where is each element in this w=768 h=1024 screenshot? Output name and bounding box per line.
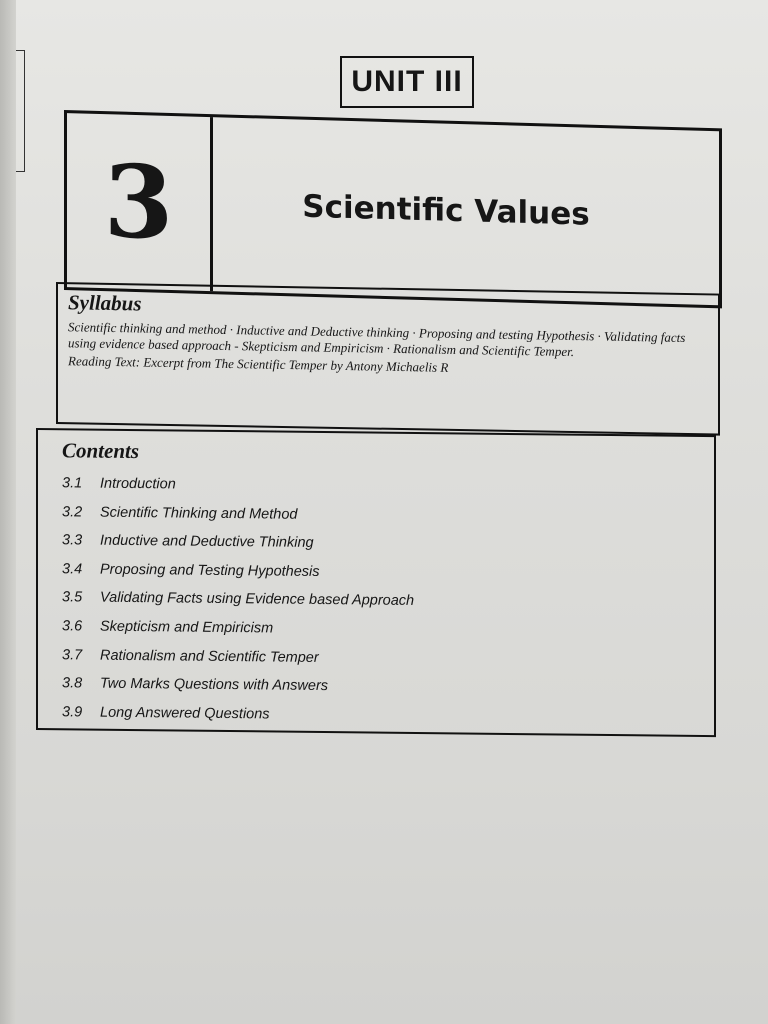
chapter-title: Scientific Values: [302, 188, 590, 233]
unit-label: UNIT III: [340, 56, 474, 108]
contents-item-number: 3.4: [62, 561, 83, 578]
contents-item-number: 3.2: [62, 503, 83, 521]
contents-item-title: Introduction: [100, 475, 176, 493]
contents-item-title: Long Answered Questions: [100, 704, 270, 723]
chapter-number: 3: [103, 142, 174, 263]
contents-list: [62, 469, 690, 733]
contents-item-number: 3.7: [62, 646, 83, 664]
contents-item-title: Proposing and Testing Hypothesis: [100, 561, 320, 580]
contents-item-number: 3.5: [62, 589, 83, 606]
contents-item: [62, 698, 690, 733]
syllabus-text: Scientific thinking and method · Inductive and Deductive thinking · Proposing and testing Hypothesis · Validating facts using evidence based approach - Skepticism and Empiricism · Rationalism and Scientific Temper.: [68, 319, 686, 360]
contents-item-title: Validating Facts using Evidence based Approach: [100, 590, 415, 610]
reading-text: Reading Text: Excerpt from The Scientific Temper by Antony Michaelis R: [68, 353, 449, 375]
contents-heading: Contents: [62, 438, 140, 464]
contents-item-number: 3.9: [62, 704, 83, 721]
contents-item-title: Scientific Thinking and Method: [100, 504, 298, 523]
contents-item-number: 3.6: [62, 618, 83, 635]
previous-page-box: [16, 50, 25, 172]
syllabus-box: [56, 282, 720, 436]
contents-item-title: Rationalism and Scientific Temper: [100, 647, 319, 666]
chapter-header: [64, 110, 722, 308]
contents-item-number: 3.8: [62, 675, 83, 692]
book-page: [16, 0, 768, 1024]
contents-item-number: 3.1: [62, 475, 83, 492]
contents-box: [36, 428, 716, 737]
contents-item-title: Inductive and Deductive Thinking: [100, 532, 314, 552]
contents-item-title: Two Marks Questions with Answers: [100, 675, 329, 695]
contents-item-title: Skepticism and Empiricism: [100, 618, 274, 637]
previous-page-edge: [0, 0, 16, 1024]
contents-item-number: 3.3: [62, 532, 83, 549]
syllabus-heading: Syllabus: [68, 290, 142, 316]
